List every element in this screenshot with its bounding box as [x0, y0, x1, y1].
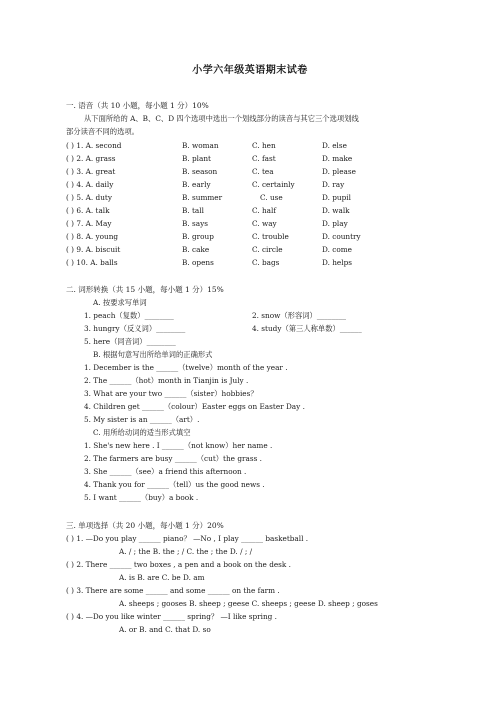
- question-number: ( ) 8. A. young: [66, 232, 119, 241]
- option-c: C. hen: [252, 141, 276, 150]
- subsection-b-heading: B. 根据句意写出所给单词的正确形式: [93, 350, 213, 359]
- option-b: B. opens: [182, 258, 214, 267]
- question-number: ( ) 2. A. grass: [66, 154, 116, 163]
- word-form-item: 5. here（同音词）________: [84, 337, 176, 346]
- choice-options: A. or B. and C. that D. so: [119, 625, 211, 634]
- option-b: B. season: [182, 167, 218, 176]
- option-b: B. tall: [182, 206, 204, 215]
- sentence-item: 4. Children get ______（colour）Easter eggs on Easter Day .: [84, 402, 305, 411]
- question-number: ( ) 10. A. balls: [66, 258, 118, 267]
- instruction-line-2: 部分读音不同的选项。: [66, 127, 139, 136]
- option-b: B. plant: [182, 154, 211, 163]
- option-c: C. half: [252, 206, 277, 215]
- sentence-item: 2. The ______（hot）month in Tianjin is July .: [84, 376, 249, 385]
- option-c: C. tea: [252, 167, 274, 176]
- phonetics-question-row: [66, 205, 446, 217]
- phonetics-question-row: [66, 153, 446, 165]
- verb-form-item: 2. The farmers are busy ______（cut）the grass .: [84, 454, 262, 463]
- choice-question: ( ) 3. There are some ______ and some ______ on the farm .: [66, 586, 280, 595]
- verb-form-item: 3. She ______（see）a friend this afternoon .: [84, 467, 247, 476]
- question-number: ( ) 1. A. second: [66, 141, 122, 150]
- word-form-item: 3. hungry（反义词）________: [84, 324, 186, 333]
- option-b: B. says: [182, 219, 208, 228]
- option-c: C. trouble: [252, 232, 289, 241]
- page-title: 小学六年级英语期末试卷: [192, 65, 308, 76]
- question-number: ( ) 7. A. May: [66, 219, 112, 228]
- option-c: C. fast: [252, 154, 276, 163]
- phonetics-question-row: [66, 257, 446, 269]
- option-d: D. play: [322, 219, 348, 228]
- option-d: D. country: [322, 232, 361, 241]
- option-d: D. ray: [322, 180, 345, 189]
- section-heading-phonetics: 一. 语音（共 10 小题，每小题 1 分）10%: [66, 101, 209, 110]
- question-number: ( ) 3. A. great: [66, 167, 116, 176]
- option-d: D. pupil: [322, 193, 351, 202]
- sentence-item: 3. What are your two ______（sister）hobbies？: [84, 389, 258, 398]
- choice-options: A. is B. are C. be D. am: [119, 573, 205, 582]
- option-c: C. way: [252, 219, 277, 228]
- option-c: C. certainly: [252, 180, 295, 189]
- question-number: ( ) 9. A. biscuit: [66, 245, 121, 254]
- sentence-item: 1. December is the ______（twelve）month of the year .: [84, 363, 288, 372]
- option-b: B. group: [182, 232, 214, 241]
- choice-question: ( ) 1. —Do you play ______ piano？ —No , I play ______ basketball .: [66, 534, 309, 543]
- option-b: B. summer: [182, 193, 223, 202]
- choice-options: A. / ; the B. the ; / C. the ; the D. / ; /: [119, 547, 253, 556]
- question-number: ( ) 5. A. duty: [66, 193, 112, 202]
- sentence-item: 5. My sister is an ______（art）.: [84, 415, 200, 424]
- verb-form-item: 1. She's new here . I ______（not know）her name .: [84, 441, 273, 450]
- phonetics-question-row: [66, 166, 446, 178]
- option-d: D. make: [322, 154, 353, 163]
- option-b: B. woman: [182, 141, 219, 150]
- phonetics-question-row: [66, 179, 446, 191]
- phonetics-question-row: [66, 192, 446, 204]
- option-d: D. helps: [322, 258, 352, 267]
- section-heading-word-forms: 二. 词形转换（共 15 小题，每小题 1 分）15%: [66, 285, 224, 294]
- subsection-a-heading: A. 按要求写单词: [93, 298, 147, 307]
- option-c: C. use: [260, 193, 283, 202]
- option-b: B. early: [182, 180, 211, 189]
- phonetics-question-row: [66, 140, 446, 152]
- verb-form-item: 5. I want ______（buy）a book .: [84, 493, 199, 502]
- phonetics-question-row: [66, 244, 446, 256]
- option-b: B. cake: [182, 245, 210, 254]
- word-form-item: 1. peach（复数）________: [84, 311, 174, 320]
- word-form-item: 2. snow（形容词）________: [252, 311, 347, 320]
- phonetics-question-row: [66, 231, 446, 243]
- option-c: C. bags: [252, 258, 280, 267]
- word-form-item: 4. study（第三人称单数）______: [252, 324, 362, 333]
- instruction-line-1: 从下面所给的 A、B、C、D 四个选项中选出一个划线部分的读音与其它三个选项划线: [84, 114, 359, 123]
- verb-form-item: 4. Thank you for ______（tell）us the good news .: [84, 480, 265, 489]
- option-c: C. circle: [252, 245, 283, 254]
- choice-question: ( ) 4. —Do you like winter ______ spring？ —I like spring .: [66, 612, 277, 621]
- question-number: ( ) 6. A. talk: [66, 206, 110, 215]
- subsection-c-heading: C. 用所给动词的适当形式填空: [93, 428, 191, 437]
- section-heading-multiple-choice: 三. 单项选择（共 20 小题，每小题 1 分）20%: [66, 521, 224, 530]
- option-d: D. walk: [322, 206, 350, 215]
- option-d: D. come: [322, 245, 352, 254]
- option-d: D. else: [322, 141, 347, 150]
- choice-question: ( ) 2. There ______ two boxes , a pen and a book on the desk .: [66, 560, 291, 569]
- phonetics-question-row: [66, 218, 446, 230]
- option-d: D. please: [322, 167, 356, 176]
- choice-options: A. sheeps ; gooses B. sheep ; geese C. sheeps ; geese D. sheep ; goses: [119, 599, 378, 608]
- question-number: ( ) 4. A. daily: [66, 180, 114, 189]
